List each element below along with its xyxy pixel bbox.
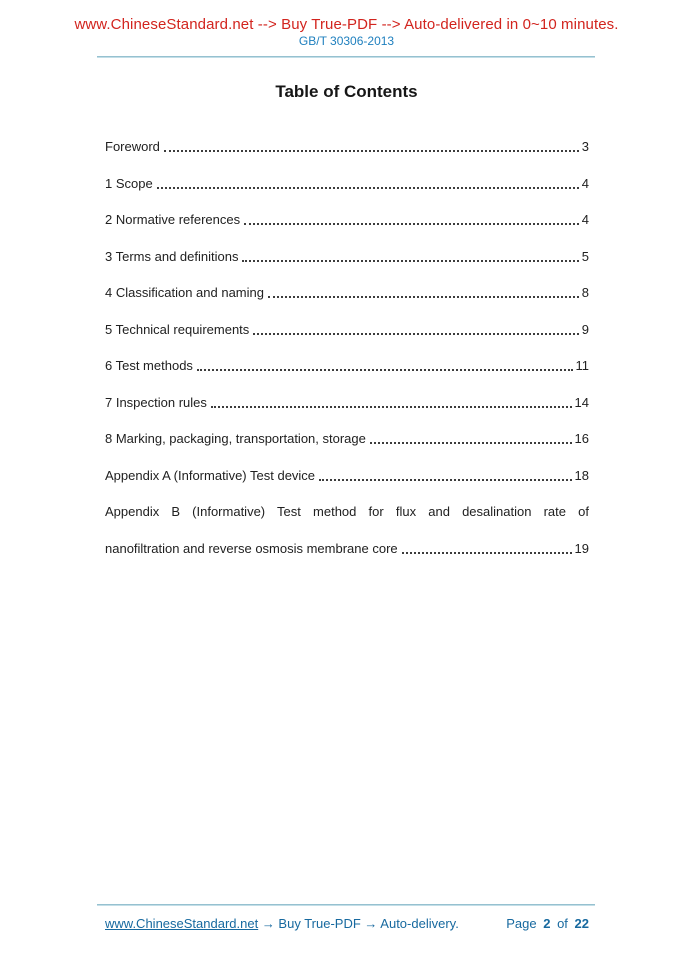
toc-entry [105, 139, 589, 155]
toc-page-number: 5 [581, 248, 589, 264]
total-page-number: 22 [574, 916, 589, 931]
toc-page-number: 9 [581, 321, 589, 337]
toc-dot-leader [402, 552, 572, 554]
toc-entry [105, 468, 589, 484]
toc-entry [105, 322, 589, 338]
toc-dot-leader [319, 479, 571, 481]
toc-dot-leader [164, 150, 579, 152]
toc-page-number: 16 [574, 431, 589, 446]
toc-dot-leader [197, 369, 573, 371]
toc-page-number: 4 [581, 175, 589, 191]
toc-entry-label: 5 Technical requirements [105, 321, 250, 337]
page-indicator [506, 915, 589, 932]
toc-page-number: 3 [581, 139, 589, 154]
toc-entry [105, 358, 589, 374]
toc-entry-label: 6 Test methods [105, 358, 193, 373]
toc-entry-label: 2 Normative references [105, 212, 241, 227]
footer-divider [97, 904, 595, 906]
promo-banner-link[interactable]: www.ChineseStandard.net --> Buy True-PDF --> Auto-delivered in 0~10 minutes. [74, 16, 619, 33]
toc-entry-label: 3 Terms and definitions [105, 248, 239, 264]
toc-entry-label: 4 Classification and naming [105, 285, 264, 300]
toc-entry [105, 395, 589, 411]
header-divider [97, 56, 595, 58]
toc-entry-label: 1 Scope [105, 175, 153, 191]
of-word: of [557, 916, 568, 931]
toc-entry-label: 7 Inspection rules [105, 394, 207, 410]
page-word: Page [506, 916, 537, 931]
toc-entry [105, 431, 589, 447]
toc-entry-wrapped-line: Appendix B (Informative) Test method for flux and desalination rate of [105, 504, 589, 519]
footer [105, 915, 589, 932]
toc-dot-leader [268, 296, 579, 298]
toc-dot-leader [370, 442, 572, 444]
toc-page-number: 11 [575, 358, 589, 373]
toc-entry [105, 285, 589, 301]
toc-entry [105, 541, 589, 557]
toc-dot-leader [244, 223, 579, 225]
toc-page-number: 18 [574, 467, 589, 483]
toc-entry [105, 212, 589, 228]
footer-tagline: → Buy True-PDF → Auto-delivery. [258, 916, 459, 931]
toc-dot-leader [157, 187, 579, 189]
toc-dot-leader [211, 406, 572, 408]
toc-entry-label: 8 Marking, packaging, transportation, storage [105, 431, 366, 446]
footer-website-link[interactable]: www.ChineseStandard.net [105, 916, 259, 931]
toc-entry-label: Foreword [105, 139, 160, 154]
toc-entry-label: nanofiltration and reverse osmosis membrane core [105, 540, 398, 556]
toc-entry [105, 249, 589, 265]
current-page-number: 2 [543, 916, 551, 931]
toc-page-number: 8 [581, 285, 589, 300]
toc-page-number: 4 [581, 212, 589, 227]
footer-left [105, 915, 459, 932]
toc-dot-leader [253, 333, 578, 335]
toc-list [105, 139, 589, 577]
page-title: Table of Contents [275, 82, 418, 101]
toc-page-number: 14 [574, 394, 589, 410]
toc-entry [105, 176, 589, 192]
toc-entry-label: Appendix A (Informative) Test device [105, 467, 316, 483]
standard-code: GB/T 30306-2013 [298, 34, 395, 48]
toc-dot-leader [242, 260, 578, 262]
toc-page-number: 19 [574, 540, 589, 556]
